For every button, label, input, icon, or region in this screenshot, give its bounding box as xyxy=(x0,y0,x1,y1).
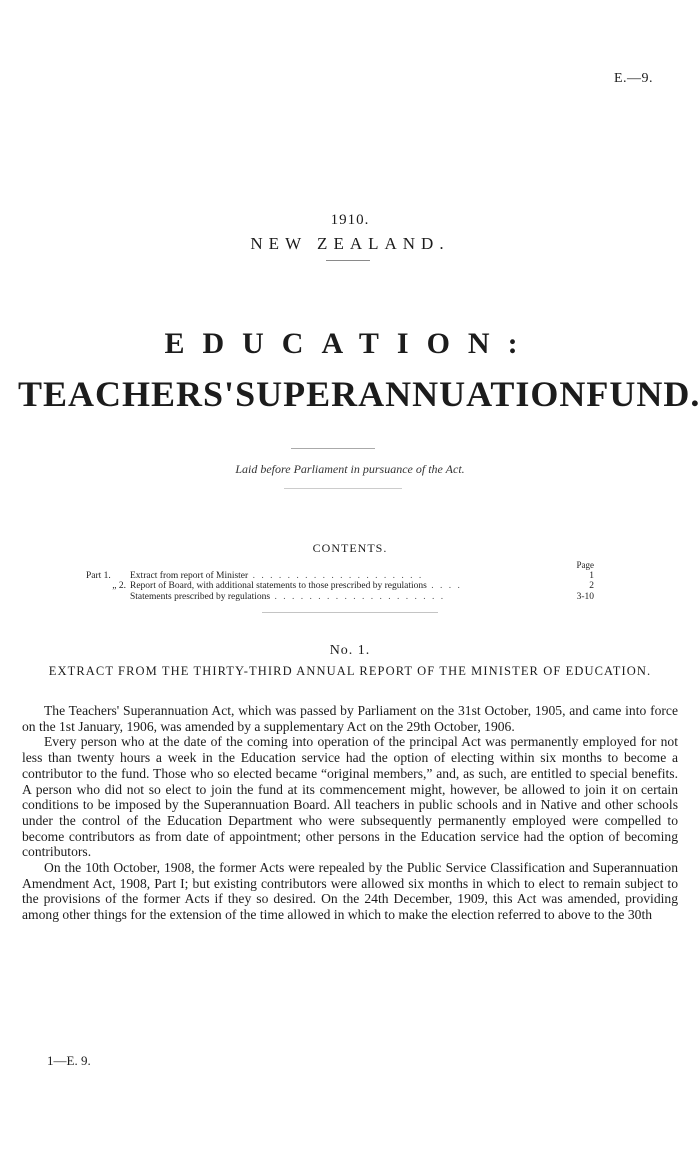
title-word-fund: FUND. xyxy=(586,374,700,414)
contents-table xyxy=(86,560,594,602)
paper-number: E.—9. xyxy=(613,71,653,86)
title-word-teachers: TEACHERS' xyxy=(18,374,236,414)
country: NEW ZEALAND. xyxy=(250,234,450,253)
contents-row: „ 2. Report of Board, with additional statements to those prescribed by regulations . . . . 2 xyxy=(86,581,594,592)
contents-row-page: 1 xyxy=(589,570,594,581)
divider-dotted xyxy=(284,488,402,489)
divider-contents xyxy=(262,612,438,613)
contents-row-part: „ 2. xyxy=(112,581,126,591)
contents-row-part: Part 1. xyxy=(86,570,111,581)
laid-before-note: Laid before Parliament in pursuance of the Act. xyxy=(235,462,465,476)
year: 1910. xyxy=(330,212,370,228)
contents-row-label: Report of Board, with additional statements to those prescribed by regulations xyxy=(130,581,427,591)
section-number: No. 1. xyxy=(329,643,371,658)
paragraph: On the 10th October, 1908, the former Acts were repealed by the Public Service Classification and Superannuation Amendment Act, 1908, Part I; but existing contributors were allowed six months in which to elect to remain subject to the provisions of the former Acts if they so desired. On the 24th December, 1909, this Act was amended, providing among other things for the extension of the time allowed in which to make the election referred to above to the 30th xyxy=(22,860,678,923)
contents-heading: CONTENTS. xyxy=(312,541,388,555)
title-word-superannuation: SUPERANNUATION xyxy=(235,374,587,414)
country-underline xyxy=(326,260,370,261)
footer-reference: 1—E. 9. xyxy=(47,1053,91,1068)
contents-row: Statements prescribed by regulations . . . . . . . . . . . . . . . . . . . . 3-10 xyxy=(86,592,594,603)
contents-row-part xyxy=(86,592,130,603)
contents-row-page: 3-10 xyxy=(576,591,594,602)
contents-page-column-label: Page xyxy=(576,560,594,570)
section-heading: EXTRACT FROM THE THIRTY-THIRD ANNUAL REPORT OF THE MINISTER OF EDUCATION. xyxy=(48,664,652,678)
divider-short xyxy=(291,448,375,449)
contents-row-label: Statements prescribed by regulations xyxy=(130,591,271,602)
body-text xyxy=(22,703,678,923)
contents-row: Part 1. Extract from report of Minister . . . . . . . . . . . . . . . . . . . . 1 xyxy=(86,570,594,581)
title-education: EDUCATION: xyxy=(164,327,536,360)
paragraph: Every person who at the date of the coming into operation of the principal Act was permanently employed for not less than twenty hours a week in the Education service had the option of electing within six months to become a contributor to the fund. Those who so elected became “original members,” and, as such, are entitled to special benefits. A person who did not so elect to join the fund at its commencement might, however, be allowed to join it on certain conditions to be imposed by the Superannuation Board. All teachers in public schools and in Native and other schools under the control of the Education Department who were subsequently permanently employed were compelled to become contributors as from date of appointment; other persons in the Education service had the option of becoming contributors. xyxy=(22,734,678,860)
title-fund xyxy=(18,373,700,415)
contents-row-page: 2 xyxy=(589,581,594,591)
contents-row-label: Extract from report of Minister xyxy=(130,570,249,581)
paragraph: The Teachers' Superannuation Act, which was passed by Parliament on the 31st October, 1905, and came into force on the 1st January, 1906, was amended by a supplementary Act on the 29th October, 1906. xyxy=(22,703,678,734)
